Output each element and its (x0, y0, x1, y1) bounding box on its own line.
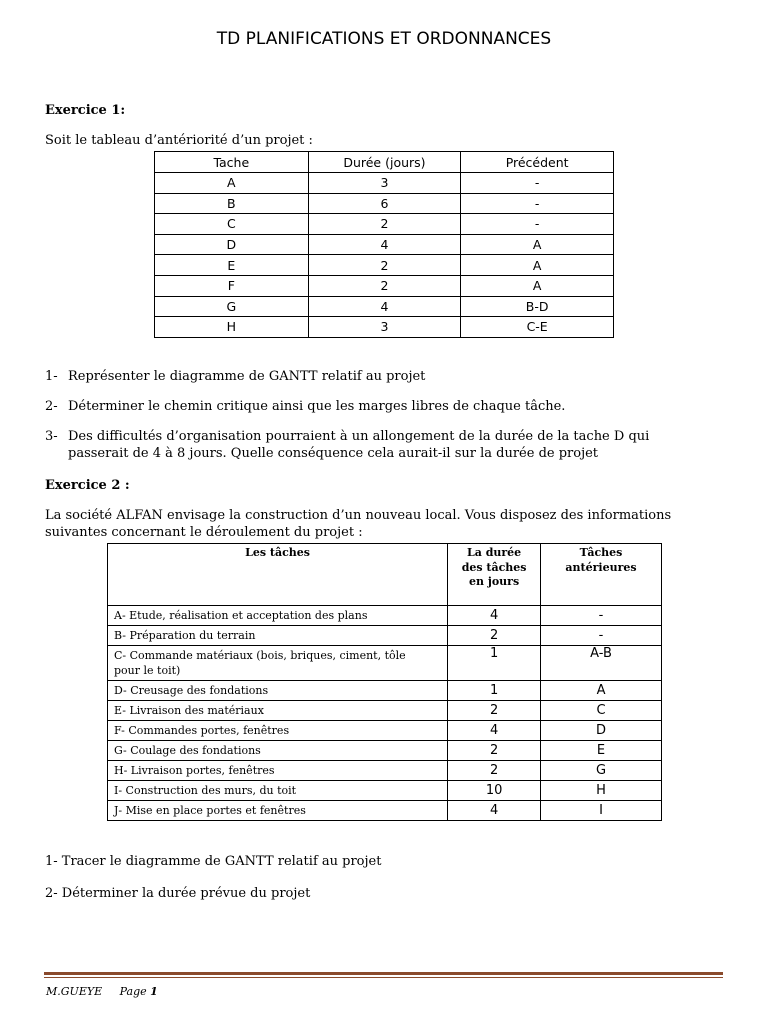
predecessor-cell: G (541, 761, 662, 781)
question-text: Déterminer le chemin critique ainsi que les marges libres de chaque tâche. (68, 399, 566, 414)
task-cell: E (155, 255, 309, 276)
table-row (108, 626, 662, 646)
predecessor-cell: H (541, 781, 662, 801)
task-cell: H- Livraison portes, fenêtres (108, 761, 448, 781)
table-header-row (155, 152, 614, 173)
header-taches: Les tâches (108, 544, 448, 606)
table-row (155, 214, 614, 235)
table-row (155, 234, 614, 255)
duration-cell: 4 (448, 606, 541, 626)
precedence-table-1 (154, 151, 614, 338)
footer-page-number: 1 (150, 985, 158, 998)
predecessor-cell: C-E (461, 317, 614, 338)
header-precedent: Précédent (461, 152, 614, 173)
exercise-2-question-2: 2- Déterminer la durée prévue du projet (45, 886, 311, 901)
task-cell: D (155, 234, 309, 255)
predecessor-cell: B-D (461, 296, 614, 317)
task-cell: G- Coulage des fondations (108, 741, 448, 761)
task-cell: B (155, 193, 309, 214)
task-cell: C (155, 214, 309, 235)
table-row (108, 646, 662, 681)
duration-cell: 3 (308, 317, 461, 338)
predecessor-cell: A (461, 275, 614, 296)
question-text: Des difficultés d’organisation pourraient à un allongement de la durée de la tache D qui (68, 429, 650, 444)
predecessor-cell: - (461, 173, 614, 194)
predecessor-cell: A (461, 255, 614, 276)
question-text-continued: passerait de 4 à 8 jours. Quelle conséquence cela aurait-il sur la durée de projet (68, 446, 599, 461)
predecessor-cell: - (541, 626, 662, 646)
duration-cell: 2 (448, 701, 541, 721)
exercise-2-intro-line-1: La société ALFAN envisage la construction d’un nouveau local. Vous disposez des informations (45, 508, 672, 523)
table-row (155, 255, 614, 276)
table-row (155, 193, 614, 214)
table-row (108, 721, 662, 741)
question-text: Représenter le diagramme de GANTT relatif au projet (68, 369, 426, 384)
header-duree: Durée (jours) (308, 152, 461, 173)
question-number: 3- (45, 429, 58, 444)
predecessor-cell: D (541, 721, 662, 741)
task-cell: G (155, 296, 309, 317)
duration-cell: 2 (308, 255, 461, 276)
duration-cell: 2 (308, 275, 461, 296)
duration-cell: 3 (308, 173, 461, 194)
header-tache: Tache (155, 152, 309, 173)
table-row (155, 275, 614, 296)
table-row (108, 701, 662, 721)
exercise-1-intro: Soit le tableau d’antériorité d’un projet : (45, 133, 313, 148)
predecessor-cell: A (541, 681, 662, 701)
header-anterieures: Tâches antérieures (541, 544, 662, 606)
duration-cell: 4 (308, 296, 461, 317)
question-number: 1- (45, 369, 58, 384)
duration-cell: 1 (448, 681, 541, 701)
task-cell: F (155, 275, 309, 296)
duration-cell: 4 (448, 721, 541, 741)
predecessor-cell: A (461, 234, 614, 255)
table-row (155, 296, 614, 317)
task-cell: E- Livraison des matériaux (108, 701, 448, 721)
table-row (108, 606, 662, 626)
page-footer (46, 985, 158, 998)
task-cell: B- Préparation du terrain (108, 626, 448, 646)
predecessor-cell: - (461, 214, 614, 235)
duration-cell: 2 (448, 761, 541, 781)
footer-rule-thick (44, 972, 723, 975)
duration-cell: 10 (448, 781, 541, 801)
table-row (108, 681, 662, 701)
duration-cell: 2 (448, 741, 541, 761)
task-cell: D- Creusage des fondations (108, 681, 448, 701)
table-row (108, 801, 662, 821)
predecessor-cell: C (541, 701, 662, 721)
header-duree: La durée des tâches en jours (448, 544, 541, 606)
table-row (155, 317, 614, 338)
duration-cell: 2 (448, 626, 541, 646)
question-number: 2- (45, 399, 58, 414)
task-cell: C- Commande matériaux (bois, briques, ciment, tôle pour le toit) (108, 646, 448, 681)
exercise-2-intro-line-2: suivantes concernant le déroulement du projet : (45, 525, 363, 540)
exercise-1-heading: Exercice 1: (45, 103, 126, 118)
predecessor-cell: - (541, 606, 662, 626)
duration-cell: 6 (308, 193, 461, 214)
footer-page-label: Page (119, 985, 147, 998)
table-row (108, 761, 662, 781)
predecessor-cell: - (461, 193, 614, 214)
predecessor-cell: A-B (541, 646, 662, 681)
task-cell: F- Commandes portes, fenêtres (108, 721, 448, 741)
exercise-2-question-1: 1- Tracer le diagramme de GANTT relatif au projet (45, 854, 382, 869)
table-row (155, 173, 614, 194)
exercise-2-heading: Exercice 2 : (45, 478, 130, 493)
footer-rule-thin (44, 977, 723, 978)
task-cell: H (155, 317, 309, 338)
page-title: TD PLANIFICATIONS ET ORDONNANCES (216, 29, 552, 49)
duration-cell: 4 (308, 234, 461, 255)
task-cell: I- Construction des murs, du toit (108, 781, 448, 801)
duration-cell: 1 (448, 646, 541, 681)
table-row (108, 781, 662, 801)
precedence-table-2 (107, 543, 662, 821)
predecessor-cell: E (541, 741, 662, 761)
task-cell: A (155, 173, 309, 194)
duration-cell: 4 (448, 801, 541, 821)
duration-cell: 2 (308, 214, 461, 235)
table-header-row (108, 544, 662, 606)
task-cell: J- Mise en place portes et fenêtres (108, 801, 448, 821)
task-cell: A- Etude, réalisation et acceptation des plans (108, 606, 448, 626)
predecessor-cell: I (541, 801, 662, 821)
footer-author: M.GUEYE (46, 985, 103, 998)
table-row (108, 741, 662, 761)
